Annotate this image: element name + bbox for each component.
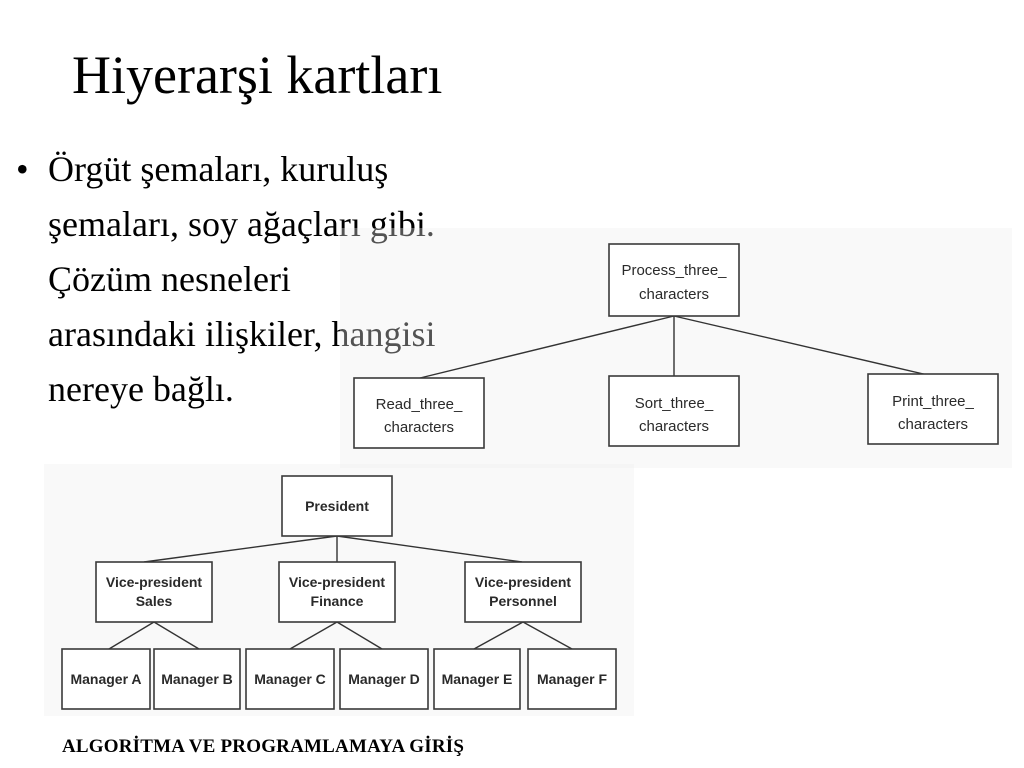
bullet-line: arasındaki ilişkiler, hangisi xyxy=(48,314,436,354)
slide-title: Hiyerarşi kartları xyxy=(72,45,443,105)
node-label: characters xyxy=(638,286,710,303)
node-label: characters xyxy=(897,416,969,433)
president-node xyxy=(282,476,392,536)
node-label: Process_three_ xyxy=(621,262,727,279)
manager-b-node xyxy=(154,649,240,709)
node-label: Read_three_ xyxy=(375,396,463,413)
manager-a-node xyxy=(62,649,150,709)
node-label: Manager C xyxy=(254,671,326,687)
process-hierarchy-diagram xyxy=(340,228,1020,478)
vp-sales-node xyxy=(96,562,212,622)
bullet-line: şemaları, soy ağaçları gibi. xyxy=(48,204,435,244)
manager-d-node xyxy=(340,649,428,709)
print-node xyxy=(868,374,998,444)
node-label: characters xyxy=(383,419,455,436)
node-label: Manager D xyxy=(348,671,420,687)
node-label: Manager E xyxy=(441,671,513,687)
node-label: Manager F xyxy=(536,671,608,687)
sort-node xyxy=(609,376,739,446)
node-label: Manager A xyxy=(70,671,142,687)
read-node xyxy=(354,378,484,448)
bullet-line: nereye bağlı. xyxy=(48,369,234,409)
process-root-node xyxy=(609,244,739,316)
slide-footer: ALGORİTMA VE PROGRAMLAMAYA GİRİŞ xyxy=(62,736,465,757)
node-label: Vice-president xyxy=(288,574,386,590)
node-label: Vice-president xyxy=(105,574,203,590)
vp-finance-node xyxy=(279,562,395,622)
node-label: Sort_three_ xyxy=(634,395,714,412)
node-label: Personnel xyxy=(489,593,557,609)
bullet-line: Çözüm nesneleri xyxy=(48,259,291,299)
node-label: characters xyxy=(638,418,710,435)
node-label: Finance xyxy=(310,593,364,609)
bullet-dot: • xyxy=(16,149,29,189)
node-label: Print_three_ xyxy=(892,393,974,410)
node-label: Manager B xyxy=(161,671,233,687)
manager-e-node xyxy=(434,649,520,709)
vp-personnel-node xyxy=(465,562,581,622)
manager-c-node xyxy=(246,649,334,709)
org-chart-diagram xyxy=(44,464,636,720)
node-label: Sales xyxy=(135,593,173,609)
manager-f-node xyxy=(528,649,616,709)
node-label: President xyxy=(305,498,369,514)
node-label: Vice-president xyxy=(474,574,572,590)
bullet-line: Örgüt şemaları, kuruluş xyxy=(48,149,389,189)
